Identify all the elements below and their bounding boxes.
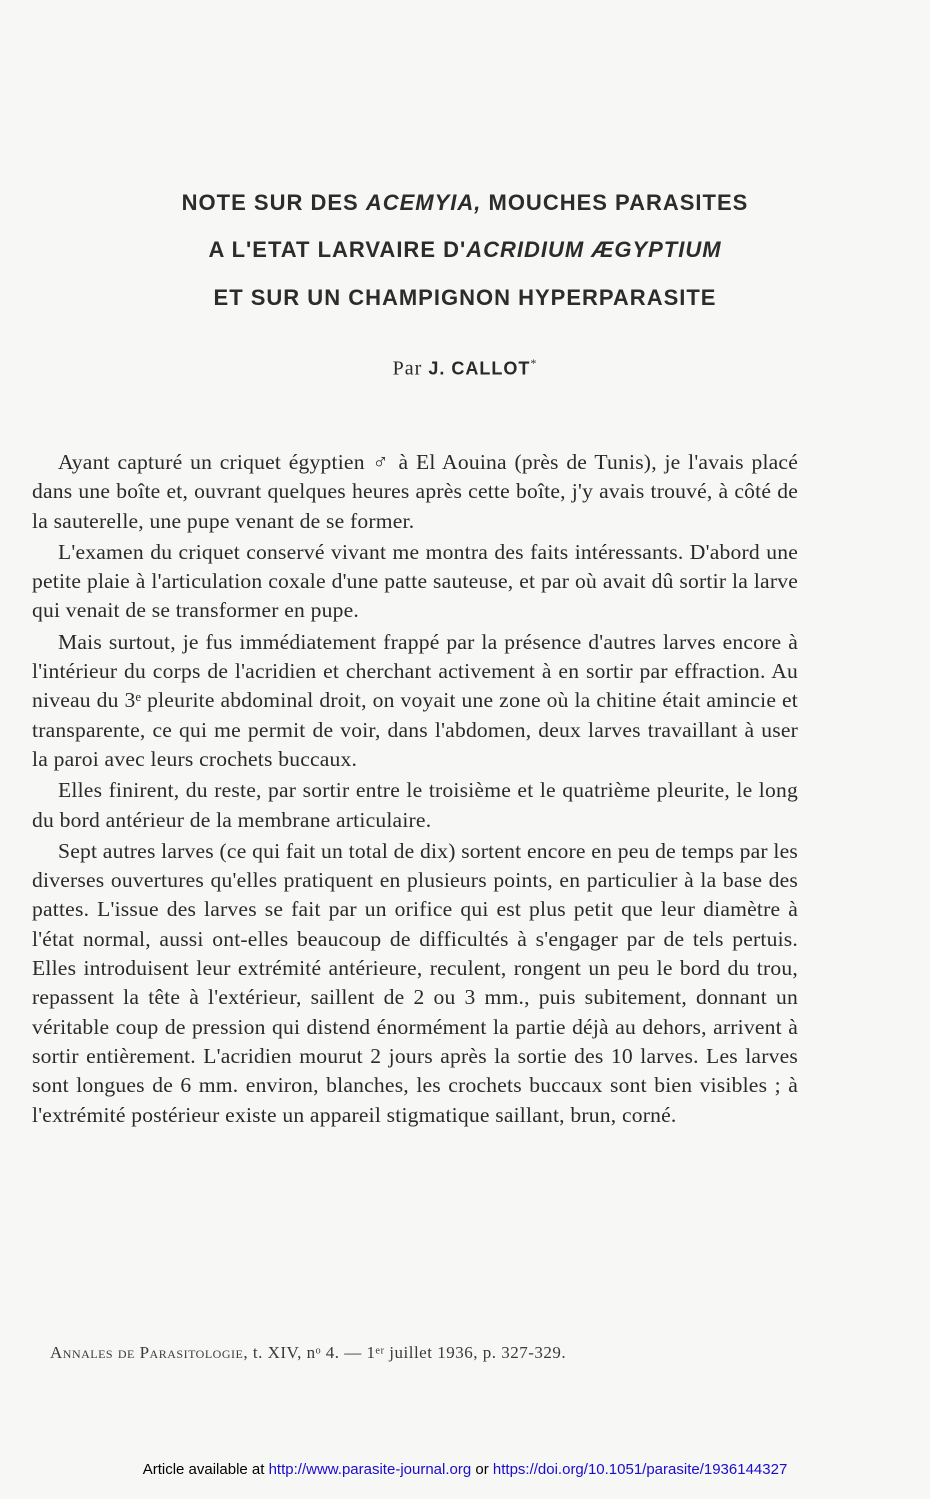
availability-or: or [471, 1461, 493, 1478]
title-line-3: ET SUR UN CHAMPIGNON HYPERPARASITE [213, 285, 717, 310]
author-footnote-mark: * [530, 356, 538, 370]
title-line-1 [0, 190, 930, 216]
title-genus: ACEMYIA, [365, 190, 482, 215]
title-species: ACRIDIUM ÆGYPTIUM [466, 237, 722, 262]
title-text: NOTE SUR DES [181, 190, 366, 215]
doi-link[interactable]: https://doi.org/10.1051/parasite/1936144327 [492, 1461, 788, 1478]
journal-name: Annales de Parasitologie [50, 1343, 244, 1362]
availability-notice [0, 1461, 930, 1478]
availability-prefix: Article available at [142, 1461, 269, 1478]
journal-reference [50, 1343, 750, 1363]
title-line-2 [0, 237, 930, 263]
paragraph: Ayant capturé un criquet égyptien ♂ à El Aouina (près de Tunis), je l'avais placé dans une boîte et, ouvrant quelques heures après cette boîte, j'y avais trouvé, à côté de la sauterelle, une pupe venant de se former. [32, 450, 798, 533]
byline-par: Par [392, 357, 429, 380]
paragraph: L'examen du criquet conservé vivant me montra des faits intéressants. D'abord une petite plaie à l'articulation coxale d'une patte sauteuse, et par où avait dû sortir la larve qui venait de se transformer en pupe. [32, 539, 798, 623]
journal-details: , t. XIV, nᵒ 4. — 1ᵉʳ juillet 1936, p. 327-329. [243, 1343, 567, 1362]
title-text: MOUCHES PARASITES [481, 190, 749, 215]
journal-link[interactable]: http://www.parasite-journal.org [268, 1461, 472, 1478]
byline [0, 356, 930, 381]
paragraph: Elles finirent, du reste, par sortir entre le troisième et le quatrième pleurite, le long du bord antérieur de la membrane articulaire. [32, 778, 798, 832]
title-text: A L'ETAT LARVAIRE D' [208, 237, 467, 262]
paragraph: Mais surtout, je fus immédiatement frappé par la présence d'autres larves encore à l'intérieur du corps de l'acridien et cherchant activement à en sortir par effraction. Au niveau du 3ᵉ pleurite abdominal droit, on voyait une zone où la chitine était amincie et transparente, ce qui me permit de voir, dans l'abdomen, deux larves travaillant à user la paroi avec leurs crochets buccaux. [32, 629, 798, 771]
paragraph: Sept autres larves (ce qui fait un total de dix) sortent encore en peu de temps par les diverses ouvertures qu'elles pratiquent en plusieurs points, en particulier à la base des pattes. L'issue des larves se fait par un orifice qui est plus petit que leur diamètre à l'état normal, aussi ont-elles beaucoup de difficultés à s'engager par de tels pertuis. Elles introduisent leur extrémité antérieure, reculent, rongent un peu le bord du trou, repassent la tête à l'extérieur, saillent de 2 ou 3 mm., puis subitement, donnant un véritable coup de pression qui distend énormément la partie déjà au dehors, arrivent à sortir entièrement. L'acridien mourut 2 jours après la sortie des 10 larves. Les larves sont longues de 6 mm. environ, blanches, les crochets buccaux sont bien visibles ; à l'extrémité postérieur existe un appareil stigmatique saillant, brun, corné. [32, 838, 798, 1127]
article-body [32, 448, 798, 1132]
author-name: J. CALLOT [428, 358, 531, 379]
